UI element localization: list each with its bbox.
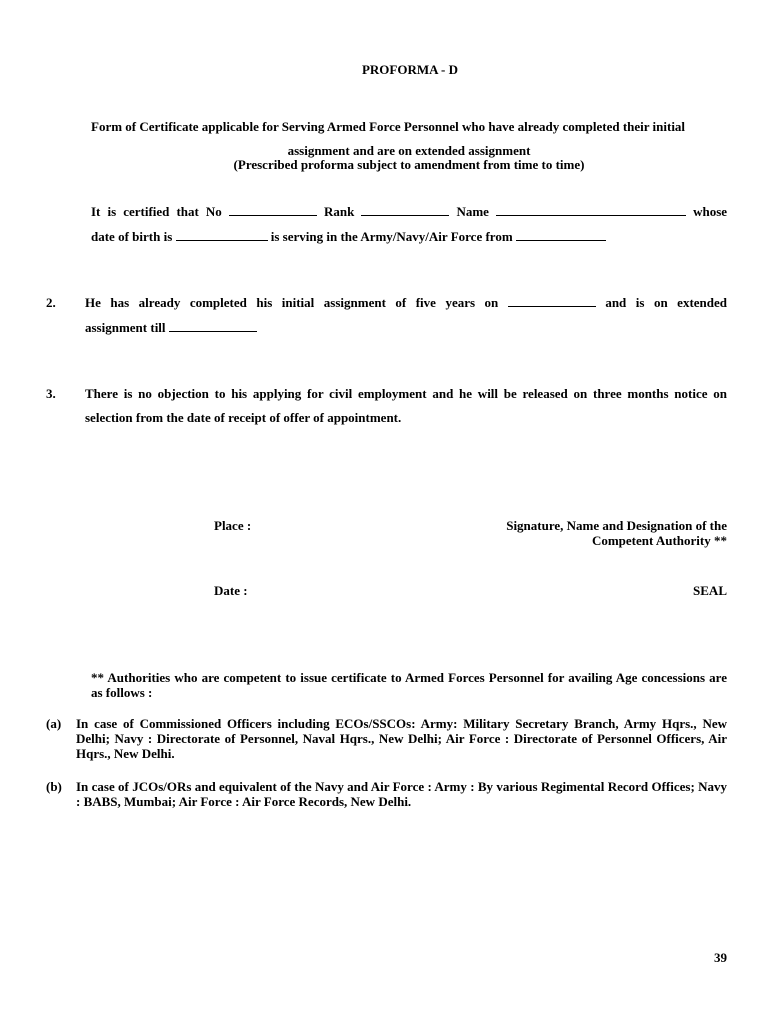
para3-line1: There is no objection to his applying for civil employment and he will be released on three months notice on — [85, 386, 727, 401]
item-a-text: In case of Commissioned Officers including ECOs/SSCOs: Army: Military Secretary Branch, Army Hqrs., New Delhi; Navy : Directorate of Personnel, Naval Hqrs., New Delhi; Air Force : Directorate of Personnel Officers, Air Hqrs., New Delhi. — [76, 716, 727, 761]
certification-line2 — [91, 229, 606, 245]
rank-blank — [361, 206, 449, 216]
item-b-text: In case of JCOs/ORs and equivalent of the Navy and Air Force : Army : By various Regimental Record Offices; Navy : BABS, Mumbai; Air Force : Air Force Records, New Delhi. — [76, 779, 727, 809]
serving-label: is serving in the Army/Navy/Air Force from — [270, 229, 513, 244]
para2-line2 — [85, 320, 257, 336]
para3-line2: selection from the date of receipt of offer of appointment. — [85, 410, 402, 425]
serving-from-blank — [516, 231, 606, 241]
assignment-till-blank — [169, 322, 257, 332]
form-subtitle-line1: Form of Certificate applicable for Serving Armed Force Personnel who have already completed their initial — [91, 119, 686, 134]
page-number: 39 — [714, 950, 727, 965]
authorities-footnote: ** Authorities who are competent to issue certificate to Armed Forces Personnel for availing Age concessions are as follows : — [91, 670, 727, 700]
name-blank — [496, 206, 686, 216]
para3-number: 3. — [46, 386, 56, 401]
service-number-blank — [229, 206, 317, 216]
certification-line1 — [91, 204, 727, 220]
rank-label: Rank — [323, 204, 355, 219]
certified-no-label: It is certified that No — [91, 204, 222, 219]
signature-label-line2: Competent Authority ** — [591, 533, 727, 548]
extended-text: and is on extended — [605, 295, 728, 310]
form-subtitle-line2: assignment and are on extended assignment — [287, 143, 531, 158]
dob-label: date of birth is — [91, 229, 173, 244]
dob-blank — [176, 231, 268, 241]
place-label: Place : — [214, 518, 252, 533]
name-label: Name — [456, 204, 489, 219]
signature-label-line1: Signature, Name and Designation of the — [506, 518, 727, 533]
para2-number: 2. — [46, 295, 56, 310]
item-a-label: (a) — [46, 716, 62, 731]
date-label: Date : — [214, 583, 248, 598]
assignment-completed-text: He has already completed his initial assignment of five years on — [85, 295, 499, 310]
completion-date-blank — [508, 297, 596, 307]
page-title: PROFORMA - D — [361, 62, 459, 77]
whose-label: whose — [693, 204, 728, 219]
form-subtitle-line3: (Prescribed proforma subject to amendment from time to time) — [233, 157, 585, 172]
assignment-till-label: assignment till — [85, 320, 166, 335]
item-b-label: (b) — [46, 779, 62, 794]
seal-label: SEAL — [693, 583, 727, 598]
para2-line1 — [85, 295, 727, 311]
